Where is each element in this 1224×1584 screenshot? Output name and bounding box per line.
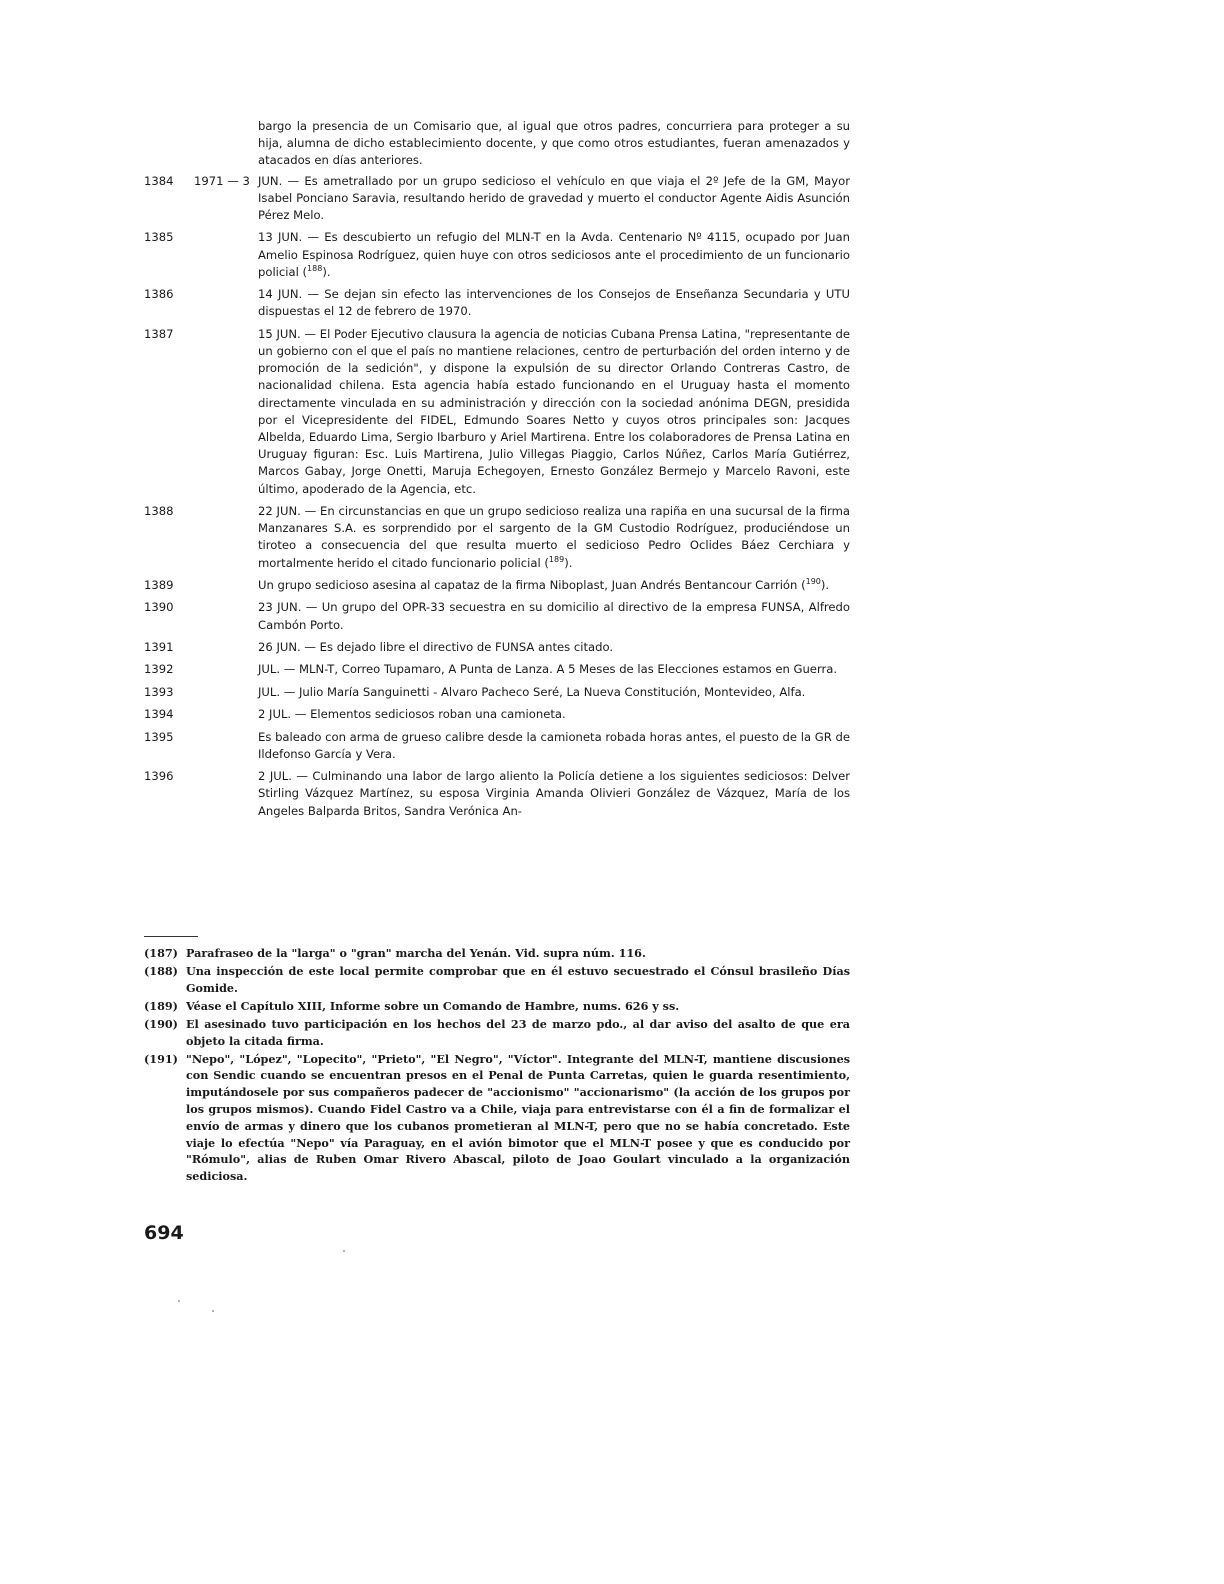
- entry-text: 23 JUN. — Un grupo del OPR-33 secuestra en su domicilio al directivo de la empresa FUNSA, Alfredo Cambón Porto.: [258, 600, 850, 632]
- footnote-number: (189): [144, 998, 178, 1013]
- footnote-text: Una inspección de este local permite comprobar que en él estuvo secuestrado el Cónsul brasileño Días Gomide.: [186, 963, 850, 995]
- entry-number: 1385: [144, 230, 174, 245]
- entry-number: 1388: [144, 504, 174, 519]
- entry-1385: [144, 229, 850, 281]
- entry-1396: [144, 768, 850, 820]
- entry-text: 22 JUN. — En circunstancias en que un grupo sedicioso realiza una rapiña en una sucursal de la firma Manzanares S.A. es sorprendido por el sargento de la GM Custodio Rodríguez, produciéndose un tiroteo a consecuencia del que resulta muerto el sedicioso Pedro Oclides Báez Cerchiara y mortalmente herido el citado funcionario policial: [258, 504, 850, 570]
- entry-number: 1387: [144, 326, 174, 341]
- entry-1395: [144, 729, 850, 763]
- entry-1390: [144, 599, 850, 633]
- entry-1394: [144, 706, 850, 723]
- entry-1384: [144, 173, 850, 225]
- entry-text: JUL. — MLN-T, Correo Tupamaro, A Punta de Lanza. A 5 Meses de las Elecciones estamos en Guerra.: [258, 662, 838, 677]
- footnote-number: (187): [144, 946, 178, 960]
- entry-text-wrap: 13 JUN. — Es descubierto un refugio del MLN-T en la Avda. Centenario Nº 4115, ocupado por Juan Amelio Espinosa Rodríguez, quien huye con otros sediciosos ante el procedimiento de un funcionario policial ($^{188}$).: [258, 230, 850, 279]
- chronology-entries: [144, 118, 850, 825]
- entry-continuation: [144, 118, 850, 170]
- entry-number: 1390: [144, 600, 174, 615]
- footnote-190: [144, 1016, 850, 1050]
- footnote-text: "Nepo", "López", "Lopecito", "Prieto", "El Negro", "Víctor". Integrante del MLN-T, mantiene discusiones con Sendic cuando se encuentran presos en el Penal de Punta Carretas, quien le guarda resentimiento, imputándosele por sus compañeros padecer de "accionismo" "accionarismo" (la acción de los grupos por los grupos mismos). Cuando Fidel Castro va a Chile, viaja para entrevistarse con él a fin de formalizar el envío de armas y dinero que los cubanos prometieran al MLN-T, pero que no se había concretado. Este viaje lo efectúa "Nepo" vía Paraguay, en el avión bimotor que el MLN-T posee y que es conducido por "Rómulo", alias de Ruben Omar Rivero Abascal, piloto de Joao Goulart vinculado a la organización sediciosa.: [186, 1051, 850, 1184]
- entry-1392: [144, 661, 850, 678]
- entry-text: JUL. — Julio María Sanguinetti - Alvaro Pacheco Seré, La Nueva Constitución, Montevideo, Alfa.: [258, 684, 806, 699]
- entry-text: 15 JUN. — El Poder Ejecutivo clausura la agencia de noticias Cubana Prensa Latina, "representante de un gobierno con el que el país no mantiene relaciones, centro de perturbación del orden interno y de promoción de la sedición", y dispone la expulsión de su director Orlando Contreras Castro, de nacionalidad chilena. Esta agencia había estado funcionando en el Uruguay hasta el momento directamente vinculada en su administración y dirección con la sociedad anónima DEGN, presidida por el Vicepresidente del FIDEL, Edmundo Soares Netto y cuyos otros principales son: Jacques Albelda, Eduardo Lima, Sergio Ibarburo y Ariel Martirena. Entre los colaboradores de Prensa Latina en Uruguay figuran: Esc. Luis Martirena, Julio Villegas Piaggio, Carlos Núñez, Carlos María Gutiérrez, Marcos Gabay, Jorge Onetti, Maruja Echegoyen, Ernesto González Bermejo y Marcelo Ravoni, este último, apoderado de la Agencia, etc.: [258, 326, 850, 496]
- scan-speck: [212, 1310, 214, 1312]
- entry-text: JUN. — Es ametrallado por un grupo sedicioso el vehículo en que viaja el 2º Jefe de la GM, Mayor Isabel Ponciano Saravia, resultando herido de gravedad y muerto el conductor Agente Aidis Asunción Pérez Melo.: [258, 173, 850, 223]
- entry-1386: [144, 286, 850, 320]
- entry-text: 13 JUN. — Es descubierto un refugio del MLN-T en la Avda. Centenario Nº 4115, ocupado por Juan Amelio Espinosa Rodríguez, quien huye con otros sediciosos ante el procedimiento de un funcionario policial: [258, 230, 850, 279]
- footnote-number: (188): [144, 963, 178, 978]
- footnote-number: (191): [144, 1051, 178, 1066]
- page-number: 694: [144, 1222, 184, 1244]
- entry-number: 1391: [144, 640, 174, 654]
- entry-number: 1384: [144, 173, 174, 188]
- entry-text: 2 JUL. — Elementos sediciosos roban una camioneta.: [258, 707, 566, 722]
- footnote-189: [144, 998, 850, 1015]
- entry-1391: [144, 639, 850, 656]
- footnote-ref: 189: [548, 554, 565, 564]
- entry-number: 1389: [144, 578, 174, 593]
- entry-text: bargo la presencia de un Comisario que, al igual que otros padres, concurriera para proteger a su hija, alumna de dicho establecimiento docente, y que como otros estudiantes, fueran amenazados y atacados en días anteriores.: [258, 119, 850, 168]
- entry-text-end: .: [568, 555, 573, 570]
- entry-text-wrap: 22 JUN. — En circunstancias en que un grupo sedicioso realiza una rapiña en una sucursal de la firma Manzanares S.A. es sorprendido por el sargento de la GM Custodio Rodríguez, produciéndose un tiroteo a consecuencia del que resulta muerto el sedicioso Pedro Oclides Báez Cerchiara y mortalmente herido el citado funcionario policial ($^{189}$).: [258, 504, 850, 570]
- footnote-188: [144, 963, 850, 997]
- footnote-text: El asesinado tuvo participación en los hechos del 23 de marzo pdo., al dar aviso del asalto de que era objeto la citada firma.: [186, 1016, 850, 1048]
- entry-number: 1392: [144, 662, 174, 677]
- footnote-191: [144, 1051, 850, 1185]
- entry-year: 1971 — 3: [194, 173, 250, 188]
- footnote-divider: [144, 936, 198, 937]
- entry-1393: [144, 684, 850, 701]
- entry-1389: [144, 577, 850, 594]
- entry-1388: [144, 503, 850, 572]
- footnote-number: (190): [144, 1016, 178, 1031]
- footnote-187: [144, 945, 850, 962]
- footnotes: [144, 945, 850, 1186]
- entry-number: 1386: [144, 287, 174, 302]
- entry-text: 14 JUN. — Se dejan sin efecto las intervenciones de los Consejos de Enseñanza Secundaria y UTU dispuestas el 12 de febrero de 1970.: [258, 287, 850, 319]
- entry-text: Es baleado con arma de grueso calibre desde la camioneta robada horas antes, el puesto de la GR de Ildefonso García y Vera.: [258, 729, 850, 761]
- footnote-text: Véase el Capítulo XIII, Informe sobre un Comando de Hambre, nums. 626 y ss.: [186, 998, 680, 1013]
- entry-text-end: .: [326, 264, 331, 279]
- scan-speck: [343, 1250, 345, 1252]
- entry-number: 1394: [144, 707, 174, 722]
- entry-text: Un grupo sedicioso asesina al capataz de la firma Niboplast, Juan Andrés Bentancour Carrión: [258, 578, 798, 593]
- entry-text: 26 JUN. — Es dejado libre el directivo de FUNSA antes citado.: [258, 640, 614, 654]
- footnote-ref: 190: [805, 577, 821, 587]
- entry-number: 1393: [144, 684, 174, 699]
- entry-1387: [144, 326, 850, 498]
- footnote-ref: 188: [307, 263, 323, 273]
- scan-speck: [178, 1300, 180, 1302]
- entry-text: 2 JUL. — Culminando una labor de largo aliento la Policía detiene a los siguientes sediciosos: Delver Stirling Vázquez Martínez, su esposa Virginia Amanda Olivieri González de Vázquez, María de los Angeles Balparda Britos, Sandra Verónica An-: [258, 769, 850, 818]
- entry-number: 1396: [144, 769, 174, 784]
- entry-text-wrap: Un grupo sedicioso asesina al capataz de la firma Niboplast, Juan Andrés Bentancour Carrión ($^{190}$).: [258, 577, 830, 593]
- entry-text-end: .: [825, 578, 830, 593]
- footnote-text: Parafraseo de la "larga" o "gran" marcha del Yenán. Vid. supra núm. 116.: [186, 946, 646, 960]
- entry-number: 1395: [144, 729, 174, 744]
